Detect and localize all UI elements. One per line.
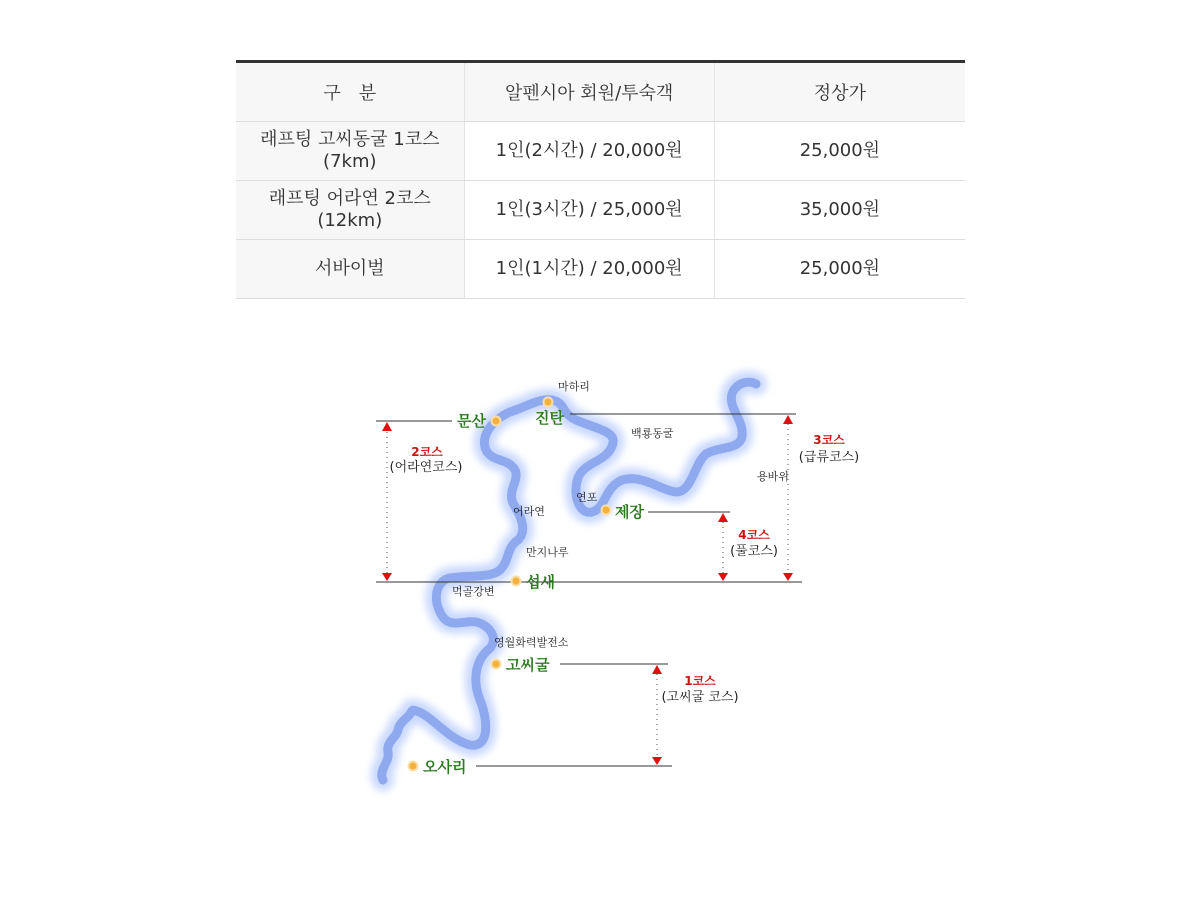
marker-gossigul-icon xyxy=(492,660,501,669)
course-3-sub: (급류코스) xyxy=(798,450,860,465)
course-2-title: 2코스 xyxy=(411,445,443,459)
place-yongbawi: 용바위 xyxy=(757,470,789,483)
course-1-sub: (고씨굴 코스) xyxy=(661,690,739,705)
arrow-down-icon xyxy=(652,757,662,765)
arrow-down-icon xyxy=(382,573,392,581)
place-meokgol: 먹골강변 xyxy=(452,585,495,598)
station-osari: 오사리 xyxy=(423,758,467,776)
marker-munsan-icon xyxy=(492,417,501,426)
course-2-sub: (어라연코스) xyxy=(389,460,463,475)
header-member-price: 알펜시아 회원/투숙객 xyxy=(464,62,714,122)
arrow-down-icon xyxy=(783,573,793,581)
arrow-up-icon xyxy=(783,415,793,424)
arrow-down-icon xyxy=(718,573,728,581)
row-distance: (7km) xyxy=(323,151,377,172)
row-member-price: 1인(3시간) / 25,000원 xyxy=(464,181,714,240)
marker-jintan-icon xyxy=(544,398,553,407)
marker-jejang-icon xyxy=(602,506,611,515)
row-distance: (12km) xyxy=(317,210,383,231)
place-eorayeon: 어라연 xyxy=(513,505,545,518)
row-name: 서바이벌 xyxy=(315,258,385,279)
row-name: 래프팅 고씨동굴 1코스 xyxy=(260,129,440,150)
place-mahari: 마하리 xyxy=(558,380,590,393)
course-4-sub: (풀코스) xyxy=(730,544,778,559)
marker-seopsae-icon xyxy=(512,577,521,586)
header-category: 구 분 xyxy=(236,62,464,122)
place-yeonpo: 연포 xyxy=(576,491,598,504)
arrow-up-icon xyxy=(382,422,392,431)
row-regular-price: 25,000원 xyxy=(714,240,965,299)
station-jintan: 진탄 xyxy=(535,409,564,427)
arrow-up-icon xyxy=(718,513,728,522)
place-power-plant: 영월화력발전소 xyxy=(494,636,569,649)
row-name: 래프팅 어라연 2코스 xyxy=(268,188,431,209)
river xyxy=(382,382,756,780)
river-channel xyxy=(382,382,756,780)
station-seopsae: 섭새 xyxy=(526,573,555,591)
row-member-price: 1인(1시간) / 20,000원 xyxy=(464,240,714,299)
place-manjinaru: 만지나루 xyxy=(526,546,569,559)
station-gossigul: 고씨굴 xyxy=(506,656,550,674)
place-baekryong: 백룡동굴 xyxy=(631,427,674,440)
row-member-price: 1인(2시간) / 20,000원 xyxy=(464,122,714,181)
row-regular-price: 25,000원 xyxy=(714,122,965,181)
station-munsan: 문산 xyxy=(457,412,486,430)
course-4-title: 4코스 xyxy=(738,528,770,542)
header-regular-price: 정상가 xyxy=(714,62,965,122)
arrow-up-icon xyxy=(652,665,662,674)
course-1-title: 1코스 xyxy=(684,674,716,688)
marker-osari-icon xyxy=(409,762,418,771)
course-3-title: 3코스 xyxy=(813,433,845,447)
row-regular-price: 35,000원 xyxy=(714,181,965,240)
station-jejang: 제장 xyxy=(615,503,644,521)
